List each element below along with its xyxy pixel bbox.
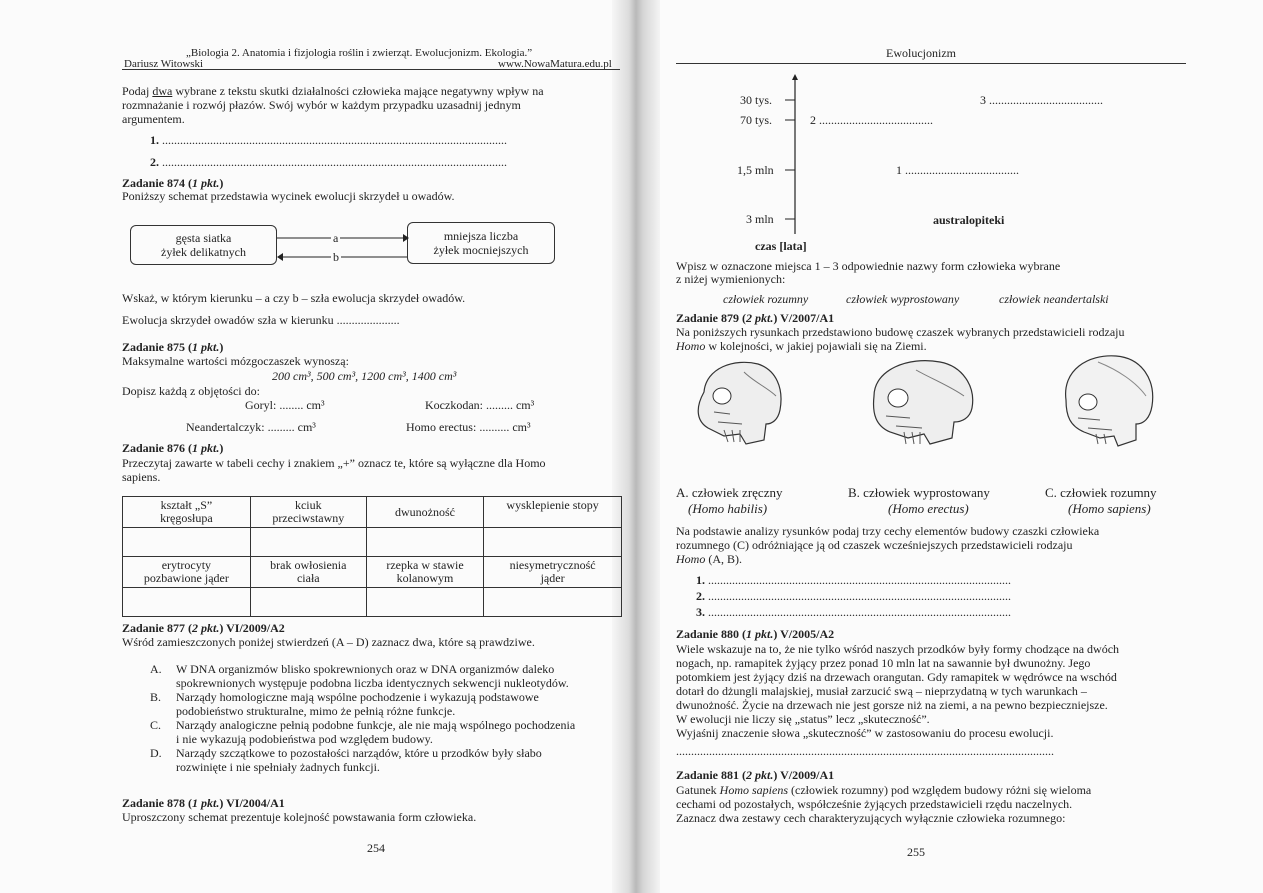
option-c[interactable] — [150, 718, 161, 732]
answer-line-1[interactable] — [150, 133, 507, 147]
table-row — [123, 557, 622, 588]
task-title-bold: Zadanie 876 ( — [122, 441, 193, 455]
task-title-bold: Zadanie 879 ( — [676, 311, 747, 325]
task-874-intro: Poniższy schemat przedstawia wycinek ewolucji skrzydeł u owadów. — [122, 189, 455, 203]
skull-homo-habilis-icon — [684, 352, 786, 452]
table-cell — [250, 557, 366, 588]
box-line: żyłek mocniejszych — [433, 243, 529, 257]
task-876-title — [122, 441, 223, 455]
task-title-close: ) V/2009/A1 — [773, 768, 835, 782]
task-points: 1 pkt. — [192, 441, 220, 455]
cell-line: kolanowym — [396, 571, 454, 585]
intro-underlined: dwa — [152, 84, 173, 98]
task-881-line-2: cechami od pozostałych, współcześnie żyjących przedstawicieli rzędu naczelnych. — [676, 797, 1073, 811]
option-a-line-2: spokrewnionych występuje podobna liczba identycznych sekwencji nukleotydów. — [176, 676, 569, 690]
task-879-title — [676, 311, 834, 325]
left-page — [0, 0, 630, 893]
header-rule — [676, 63, 1186, 64]
choice-3: człowiek neandertalski — [999, 292, 1109, 306]
answer-cell[interactable] — [123, 588, 251, 617]
task-878-title — [122, 796, 285, 810]
option-b-line-1: Narządy homologiczne mają wspólne pochodzenie i wykazują podstawowe — [176, 690, 539, 704]
cell-line: przeciwstawny — [272, 511, 345, 525]
task-title-bold: Zadanie 875 ( — [122, 340, 193, 354]
homo-italic: Homo — [676, 339, 706, 353]
answer-line-2[interactable] — [150, 155, 507, 169]
skull-homo-sapiens-icon — [1048, 350, 1156, 454]
cell-line: pozbawione jąder — [143, 571, 229, 585]
task-875-intro: Maksymalne wartości mózgoczaszek wynoszą: — [122, 354, 349, 368]
task-875-prompt: Dopisz każdą z objętości do: — [122, 384, 260, 398]
diagram-box-fewer-veins — [407, 222, 555, 264]
task-title-close: ) — [219, 340, 224, 354]
task-title-bold: Zadanie 874 ( — [122, 176, 193, 190]
line-rest: (A, B). — [705, 552, 743, 566]
task-title-close: ) — [219, 441, 224, 455]
choice-1: człowiek rozumny — [723, 292, 809, 306]
neandertalczyk-field[interactable]: Neandertalczyk: ......... cm³ — [186, 420, 316, 434]
task-881-line-3: Zaznacz dwa zestawy cech charakteryzujących wyłącznie człowieka rozumnego: — [676, 811, 1066, 825]
option-letter: D. — [150, 746, 162, 760]
intro-line-3: argumentem. — [122, 112, 185, 126]
cell-line: brak owłosienia — [270, 558, 347, 572]
task-880-line-5: dwunożność. Życie na drzewach nie jest gorsze niż na ziemi, a na pewno bezpieczniejsze. — [676, 698, 1108, 712]
choice-2: człowiek wyprostowany — [846, 292, 960, 306]
answer-num: 2. — [696, 589, 705, 603]
task-title-bold: Zadanie 880 ( — [676, 627, 747, 641]
task-875-title — [122, 340, 223, 354]
task-880-line-7: Wyjaśnij znaczenie słowa „skuteczność” w zastosowaniu do procesu ewolucji. — [676, 726, 1054, 740]
task-880-line-3: potomkiem jest żyjący dziś na drzewach orangutan. Gdy ramapitek w wędrówce na wschód — [676, 670, 1117, 684]
option-letter: B. — [150, 690, 162, 704]
task-title-bold: Zadanie 877 ( — [122, 621, 193, 635]
cell-line: kształt „S” — [160, 498, 213, 512]
answer-num: 3. — [696, 605, 705, 619]
instruction-line-1: Wpisz w oznaczone miejsca 1 – 3 odpowiednie nazwy form człowieka wybrane — [676, 259, 1061, 273]
task-title-close: ) VI/2004/A1 — [219, 796, 285, 810]
intro-post: wybrane z tekstu skutki działalności człowieka mające negatywny wpływ na — [172, 84, 544, 98]
task-880-line-1: Wiele wskazuje na to, że nie tylko wśród naszych przodków były formy chodzące na dwóch — [676, 642, 1120, 656]
cell-line: kręgosłupa — [160, 511, 213, 525]
table-cell — [366, 557, 483, 588]
option-b[interactable] — [150, 690, 161, 704]
task-880-answer-line[interactable]: .............................................................................................................................. — [676, 744, 1054, 758]
answer-dots: ..................................................................................................... — [708, 573, 1011, 587]
answer-cell[interactable] — [484, 588, 622, 617]
answer-cell[interactable] — [250, 588, 366, 617]
table-cell — [484, 557, 622, 588]
skull-a-latin: (Homo habilis) — [688, 501, 768, 516]
right-page — [648, 0, 1263, 893]
option-c-line-2: i nie wykazują podobieństwa pod względem budowy. — [176, 732, 433, 746]
skull-b-latin: (Homo erectus) — [888, 501, 969, 516]
task-879-line-1: Na poniższych rysunkach przedstawiono budowę czaszek wybranych przedstawicieli rodzaju — [676, 325, 1125, 339]
line-pre: Gatunek — [676, 783, 720, 797]
answer-dots: ..................................................................................................... — [708, 605, 1011, 619]
table-cell — [123, 497, 251, 528]
answer-cell[interactable] — [123, 528, 251, 557]
line-rest: w kolejności, w jakiej pojawiali się na Ziemi. — [705, 339, 927, 353]
skull-c-label: C. człowiek rozumny — [1045, 485, 1157, 500]
arrow-b-label: b — [333, 250, 339, 264]
cell-line: ciała — [296, 571, 320, 585]
cell-line: dwunożność — [394, 504, 455, 519]
traits-table — [122, 496, 622, 617]
arrow-b-head — [277, 253, 283, 261]
task-879-answer-3[interactable] — [696, 605, 1011, 619]
timeline-arrow-head — [792, 74, 798, 80]
header-rule — [122, 69, 620, 70]
table-row — [123, 497, 622, 528]
task-880-line-2: nogach, np. ramapitek żyjący przez ponad 10 mln lat na sawannie był dwunożny. Jego — [676, 656, 1091, 670]
cell-line: rzepka w stawie — [386, 558, 464, 572]
task-874-title — [122, 176, 223, 190]
task-876-line-1: Przeczytaj zawarte w tabeli cechy i znakiem „+” oznacz te, które są wyłączne dla Homo — [122, 456, 546, 470]
option-letter: C. — [150, 718, 162, 732]
task-879-q-line-3 — [676, 552, 742, 566]
intro-pre: Podaj — [122, 84, 153, 98]
diagram-box-dense-veins — [130, 225, 277, 265]
task-879-answer-2[interactable] — [696, 589, 1011, 603]
task-881-title — [676, 768, 834, 782]
australopiteki-label: australopiteki — [933, 213, 1005, 227]
intro-line-1 — [122, 84, 544, 98]
option-d-line-2: rozwinięte i nie spełniały żadnych funkcji. — [176, 760, 380, 774]
task-875-values: 200 cm³, 500 cm³, 1200 cm³, 1400 cm³ — [272, 369, 457, 383]
task-title-bold: Zadanie 881 ( — [676, 768, 747, 782]
task-877-intro: Wśród zamieszczonych poniżej stwierdzeń (A – D) zaznacz dwa, które są prawdziwe. — [122, 635, 535, 649]
option-d-line-1: Narządy szczątkowe to pozostałości narządów, które u przodków były słabo — [176, 746, 542, 760]
answer-cell[interactable] — [484, 528, 622, 557]
task-878-intro: Uproszczony schemat prezentuje kolejność powstawania form człowieka. — [122, 810, 477, 824]
slot-2[interactable]: 2 ...................................... — [810, 113, 933, 127]
answer-cell[interactable] — [366, 588, 483, 617]
skull-a-label: A. człowiek zręczny — [676, 485, 783, 500]
box-line: mniejsza liczba — [443, 229, 519, 243]
option-a[interactable] — [150, 662, 162, 676]
diagram-arrows — [275, 228, 409, 264]
skull-homo-erectus-icon — [860, 352, 978, 454]
tick-label-70k: 70 tys. — [740, 113, 773, 127]
task-title-close: ) V/2005/A2 — [773, 627, 835, 641]
task-title-close: ) VI/2009/A2 — [219, 621, 285, 635]
slot-1[interactable]: 1 ...................................... — [896, 163, 1019, 177]
answer-dots: ..................................................................................................... — [708, 589, 1011, 603]
task-points: 1 pkt. — [192, 340, 220, 354]
box-line: żyłek delikatnych — [161, 245, 246, 259]
line-post: (człowiek rozumny) pod względem budowy różni się wieloma — [788, 783, 1092, 797]
task-877-title — [122, 621, 285, 635]
header-chapter: Ewolucjonizm — [886, 46, 956, 60]
arrow-a-head — [403, 234, 409, 242]
task-874-question-1: Wskaż, w którym kierunku – a czy b – szła ewolucja skrzydeł owadów. — [122, 291, 466, 305]
table-cell — [250, 497, 366, 528]
task-points: 2 pkt. — [192, 621, 220, 635]
option-c-line-1: Narządy analogiczne pełnią podobne funkcje, ale nie mają wspólnego pochodzenia — [176, 718, 576, 732]
header-author: Dariusz Witowski — [124, 58, 204, 70]
cell-line: kciuk — [294, 498, 322, 512]
page-number-left: 254 — [367, 841, 385, 855]
option-b-line-2: podobieństwo strukturalne, mimo że pełnią różne funkcje. — [176, 704, 456, 718]
homo-italic: Homo — [676, 552, 706, 566]
task-874-answer-line[interactable]: Ewolucja skrzydeł owadów szła w kierunku ..................... — [122, 313, 400, 327]
tick-label-1-5m: 1,5 mln — [737, 163, 774, 177]
task-880-line-6: W ewolucji nie liczy się „status” lecz „skuteczność”. — [676, 712, 930, 726]
task-879-q-line-2: rozumnego (C) odróżniające ją od czaszek wcześniejszych przedstawicieli rodzaju — [676, 538, 1073, 552]
intro-line-2: rozmnażanie i rozwój płazów. Swój wybór w każdym przypadku uzasadnij jednym — [122, 98, 521, 112]
box-line: gęsta siatka — [175, 231, 232, 245]
answer-num: 1. — [696, 573, 705, 587]
timeline-axis — [768, 74, 808, 238]
task-points: 1 pkt. — [746, 627, 774, 641]
cell-line: jąder — [540, 571, 565, 585]
task-title-close: ) — [219, 176, 224, 190]
option-letter: A. — [150, 662, 162, 676]
skull-c-latin: (Homo sapiens) — [1068, 501, 1151, 516]
table-cell — [484, 497, 622, 528]
answer-dots: ................................................................................................................... — [162, 155, 507, 169]
header-website: www.NowaMatura.edu.pl — [498, 58, 612, 70]
instruction-line-2: z niżej wymienionych: — [676, 272, 786, 286]
answer-num: 1. — [150, 133, 159, 147]
task-points: 1 pkt. — [192, 796, 220, 810]
task-points: 1 pkt. — [192, 176, 220, 190]
slot-3[interactable]: 3 ...................................... — [980, 93, 1103, 107]
task-881-line-1 — [676, 783, 1091, 797]
task-points: 2 pkt. — [746, 768, 774, 782]
task-879-q-line-1: Na podstawie analizy rysunków podaj trzy cechy elementów budowy czaszki człowieka — [676, 524, 1100, 538]
cell-line: wysklepienie stopy — [506, 498, 599, 512]
axis-label: czas [lata] — [755, 239, 807, 253]
cell-line: erytrocyty — [161, 558, 212, 572]
task-879-answer-1[interactable] — [696, 573, 1011, 587]
homo-sapiens-italic: Homo sapiens — [719, 783, 788, 797]
task-points: 2 pkt. — [746, 311, 774, 325]
page-number-right: 255 — [907, 845, 925, 859]
answer-cell[interactable] — [250, 528, 366, 557]
task-880-title — [676, 627, 834, 641]
option-a-line-1: W DNA organizmów blisko spokrewnionych oraz w DNA organizmów daleko — [176, 662, 555, 676]
task-title-bold: Zadanie 878 ( — [122, 796, 193, 810]
option-d[interactable] — [150, 746, 162, 760]
table-row-answer — [123, 528, 622, 557]
task-880-line-4: dotarł do dżungli malajskiej, musiał zarzucić swą – nieprzydatną w tych warunkach – — [676, 684, 1087, 698]
task-title-close: ) V/2007/A1 — [773, 311, 835, 325]
goryl-field[interactable]: Goryl: ........ cm³ — [245, 398, 325, 412]
tick-label-3m: 3 mln — [746, 212, 774, 226]
table-row-answer — [123, 588, 622, 617]
task-876-line-2: sapiens. — [122, 470, 161, 484]
table-cell — [123, 557, 251, 588]
homo-erectus-field[interactable]: Homo erectus: .......... cm³ — [406, 420, 531, 434]
koczkodan-field[interactable]: Koczkodan: ......... cm³ — [425, 398, 535, 412]
answer-num: 2. — [150, 155, 159, 169]
header-book-title: „Biologia 2. Anatomia i fizjologia roślin i zwierząt. Ewolucjonizm. Ekologia.” — [186, 47, 533, 59]
answer-cell[interactable] — [366, 528, 483, 557]
tick-label-30k: 30 tys. — [740, 93, 773, 107]
skull-b-label: B. człowiek wyprostowany — [848, 485, 990, 500]
arrow-a-label: a — [333, 231, 339, 245]
task-879-line-2 — [676, 339, 927, 353]
table-cell — [366, 497, 483, 528]
cell-line: niesymetryczność — [509, 558, 596, 572]
answer-dots: ................................................................................................................... — [162, 133, 507, 147]
